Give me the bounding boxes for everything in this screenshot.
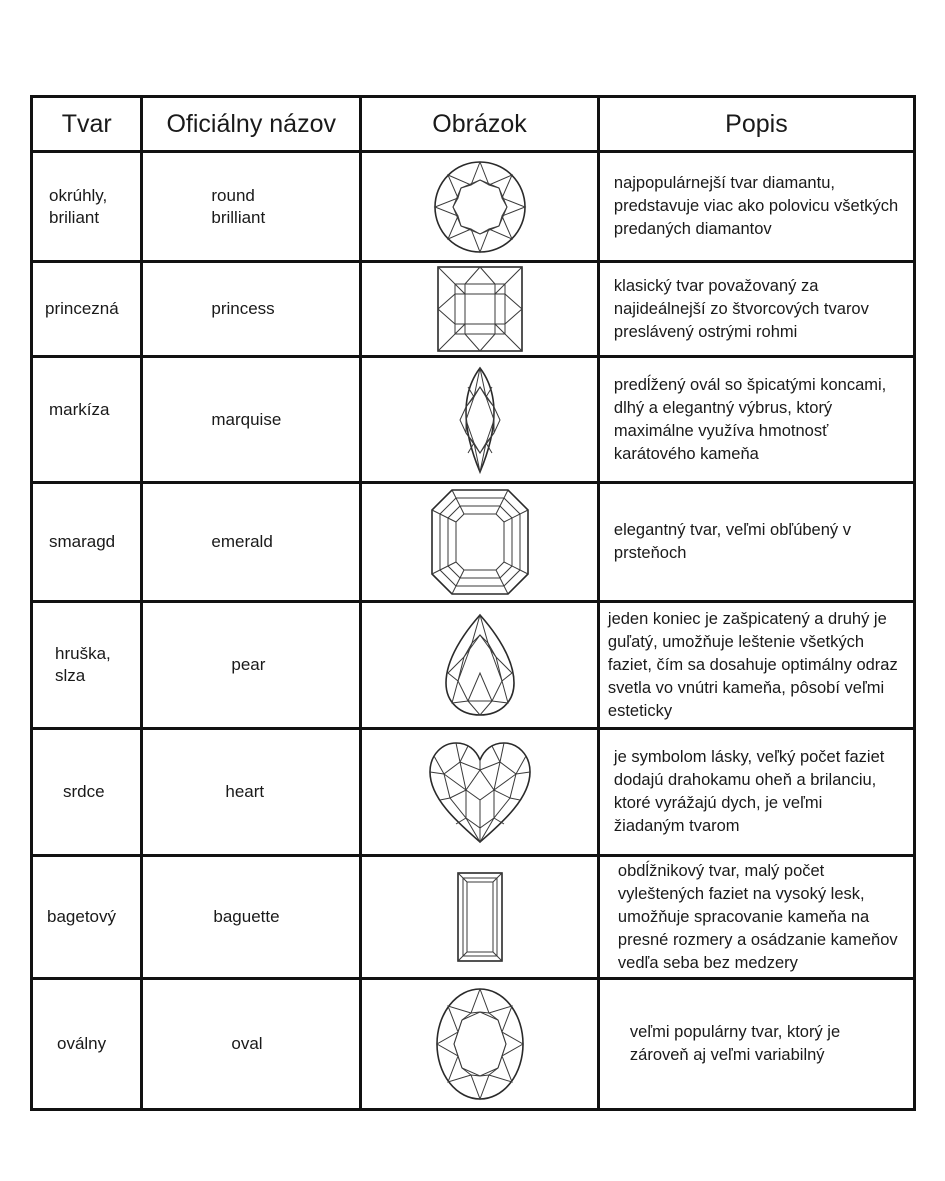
- shape-name: princezná: [45, 299, 119, 318]
- official-name-cell: [142, 856, 361, 979]
- shape-name: srdce: [63, 782, 105, 801]
- description-cell: [598, 357, 914, 483]
- shape-name: markíza: [49, 399, 110, 419]
- image-cell: [361, 152, 599, 262]
- oval-cut-diamond-icon: [434, 986, 526, 1102]
- table-row: [32, 262, 915, 357]
- heart-cut-diamond-icon: [426, 740, 534, 844]
- description: predĺžený ovál so špicatými koncami, dlhý a elegantný výbrus, ktorý maximálne využíva hmotnosť karátového kameňa: [613, 375, 887, 463]
- pear-cut-diamond-icon: [444, 613, 516, 717]
- header-shape: Tvar: [32, 97, 142, 152]
- description: obdĺžnikový tvar, malý počet vyleštených faziet na vysoký lesk, umožňuje spracovanie kameňa na presné rozmery a osádzanie kameňov vedľa seba bez medzery: [617, 861, 898, 972]
- official-name-cell: [142, 979, 361, 1110]
- table-row: [32, 979, 915, 1110]
- table-row: [32, 483, 915, 602]
- description: najpopulárnejší tvar diamantu, predstavuje viac ako polovicu všetkých predaných diamantov: [613, 174, 899, 238]
- description-cell: [598, 729, 914, 856]
- shape-cell: [32, 262, 142, 357]
- image-cell: [361, 729, 599, 856]
- description-cell: [598, 979, 914, 1110]
- description-cell: [598, 856, 914, 979]
- shape-cell: [32, 729, 142, 856]
- official-name: oval: [231, 1034, 263, 1053]
- table-row: [32, 357, 915, 483]
- official-name: marquise: [211, 409, 282, 429]
- header-description: Popis: [598, 97, 914, 152]
- shape-name: okrúhly, briliant: [49, 185, 108, 227]
- description-cell: [598, 152, 914, 262]
- image-cell: [361, 262, 599, 357]
- shape-cell: [32, 357, 142, 483]
- emerald-cut-diamond-icon: [430, 488, 530, 596]
- official-name: baguette: [213, 907, 280, 926]
- official-name-cell: [142, 602, 361, 729]
- table-row: [32, 729, 915, 856]
- image-cell: [361, 979, 599, 1110]
- description: elegantný tvar, veľmi obľúbený v prsteňoch: [613, 521, 851, 562]
- image-cell: [361, 856, 599, 979]
- official-name-cell: [142, 357, 361, 483]
- official-name: emerald: [211, 532, 273, 551]
- header-image: Obrázok: [361, 97, 599, 152]
- round-brilliant-diamond-icon: [430, 157, 530, 257]
- official-name-cell: [142, 483, 361, 602]
- shape-name: bagetový: [47, 907, 116, 926]
- shape-cell: [32, 856, 142, 979]
- image-cell: [361, 602, 599, 729]
- official-name: heart: [225, 782, 265, 801]
- table-row: [32, 602, 915, 729]
- marquise-cut-diamond-icon: [450, 365, 510, 475]
- diamond-shapes-table: [30, 95, 916, 1111]
- shape-name: hruška, slza: [55, 644, 111, 685]
- description: je symbolom lásky, veľký počet faziet dodajú drahokamu oheň a brilanciu, ktoré vyrážajú dych, je veľmi žiadaným tvarom: [613, 748, 885, 835]
- shape-cell: [32, 152, 142, 262]
- shape-cell: [32, 602, 142, 729]
- description: jeden koniec je zašpicatený a druhý je guľatý, umožňuje leštenie všetkých faziet, čím sa dosahuje optimálny odraz svetla vo vnútri kameňa, pôsobí veľmi esteticky: [607, 609, 898, 720]
- header-official-name: Oficiálny názov: [142, 97, 361, 152]
- official-name: round brilliant: [211, 185, 266, 227]
- shape-name: smaragd: [49, 532, 116, 551]
- official-name-cell: [142, 152, 361, 262]
- description-cell: [598, 262, 914, 357]
- description-cell: [598, 483, 914, 602]
- official-name-cell: [142, 729, 361, 856]
- official-name: pear: [231, 655, 266, 674]
- description: veľmi populárny tvar, ktorý je zároveň aj veľmi variabilný: [629, 1023, 841, 1064]
- shape-cell: [32, 979, 142, 1110]
- official-name-cell: [142, 262, 361, 357]
- description: klasický tvar považovaný za najideálnejší zo štvorcových tvarov preslávený ostrými rohmi: [613, 276, 869, 341]
- shape-name: oválny: [57, 1034, 107, 1053]
- princess-cut-diamond-icon: [435, 264, 525, 354]
- description-cell: [598, 602, 914, 729]
- table-row: [32, 152, 915, 262]
- image-cell: [361, 483, 599, 602]
- header-row: [32, 97, 915, 152]
- official-name: princess: [211, 299, 275, 318]
- shape-cell: [32, 483, 142, 602]
- image-cell: [361, 357, 599, 483]
- table-row: [32, 856, 915, 979]
- baguette-cut-diamond-icon: [455, 870, 505, 964]
